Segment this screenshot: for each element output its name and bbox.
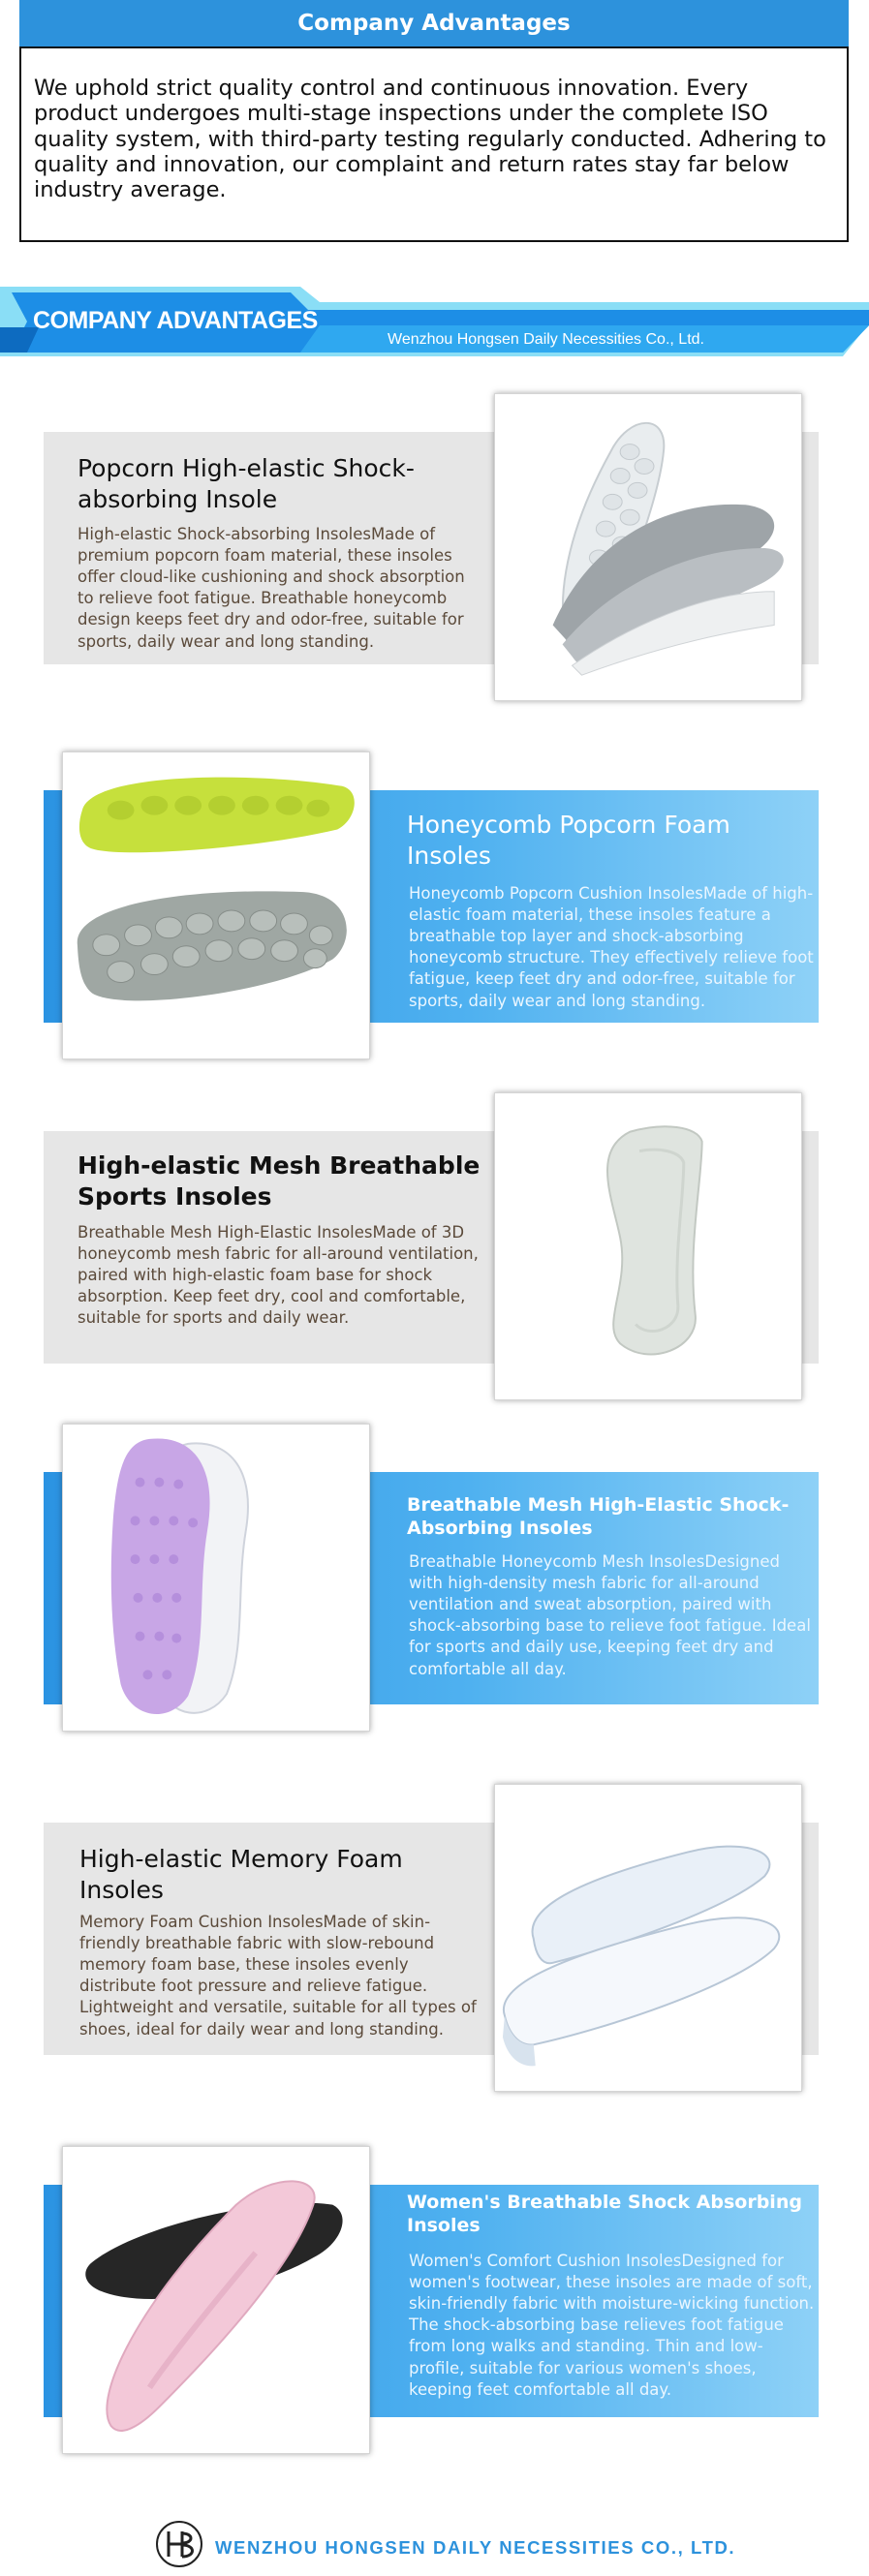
product-title: Women's Breathable Shock Absorbing Insoles <box>407 2192 802 2237</box>
footer-company-name: WENZHOU HONGSEN DAILY NECESSITIES CO., LTD. <box>215 2537 736 2558</box>
mesh-insole-photo-icon <box>63 1425 369 1731</box>
product-description: High-elastic Shock-absorbing InsolesMade of premium popcorn foam material, these insoles offer cloud-like cushioning and shock absorption to relieve foot fatigue. Breathable honeycomb design keeps feet dry and odor-free, suitable for sports, daily wear and long standing. <box>78 525 465 651</box>
product-description: Women's Comfort Cushion InsolesDesigned for women's footwear, these insoles are made of soft, skin-friendly fabric with moisture-wicking function. The shock-absorbing base relieves foot fatigue from long walks and standing. Thin and low-profile, suitable for various women's shoes, keeping feet comfortable all day. <box>409 2252 815 2399</box>
product-description: Breathable Mesh High-Elastic InsolesMade of 3D honeycomb mesh fabric for all-around ventilation, paired with high-elastic foam base for shock absorption. Keep feet dry, cool and comfortable, suitable for sports and daily wear. <box>78 1223 479 1328</box>
product-card <box>0 1424 869 1733</box>
product-description: Memory Foam Cushion InsolesMade of skin-friendly breathable fabric with slow-rebound memory foam base, these insoles evenly distribute foot pressure and relieve fatigue. Lightweight and versatile, suitable for all types of shoes, ideal for daily wear and long standing. <box>79 1913 477 2039</box>
product-image <box>62 751 370 1059</box>
product-description: Breathable Honeycomb Mesh InsolesDesigned with high-density mesh fabric for all-around ventilation and sweat absorption, paired with shock-absorbing base to relieve foot fatigue. Ideal for sports and daily use, keeping feet dry and comfortable all day. <box>409 1552 811 1678</box>
section-title: Company Advantages <box>297 11 571 36</box>
company-logo-icon <box>155 2520 203 2568</box>
banner-title: COMPANY ADVANTAGES <box>33 307 318 334</box>
heel-pad-photo-icon <box>495 1093 801 1399</box>
intro-text: We uphold strict quality control and continuous innovation. Every product undergoes multi-stage inspections under the complete ISO quality system, with third-party testing regularly conducted. Adhering to quality and innovation, our complaint and return rates stay far below industry average. <box>34 76 826 203</box>
product-image <box>494 393 802 701</box>
banner-subtitle: Wenzhou Hongsen Daily Necessities Co., Ltd. <box>388 331 704 348</box>
product-title: Honeycomb Popcorn Foam Insoles <box>407 811 730 870</box>
product-image <box>494 1784 802 2092</box>
product-description: Honeycomb Popcorn Cushion InsolesMade of high-elastic foam material, these insoles feature a breathable top layer and shock-absorbing honeycomb structure. They effectively relieve foot fatigue, keep feet dry and odor-free, suitable for sports, daily wear and long standing. <box>409 884 814 1010</box>
product-title: High-elastic Mesh Breathable Sports Insoles <box>78 1151 481 1211</box>
product-image <box>494 1092 802 1400</box>
product-card <box>0 2146 869 2456</box>
insole-photo-icon <box>495 394 801 700</box>
product-card <box>0 1092 869 1402</box>
product-title: Popcorn High-elastic Shock-absorbing Insole <box>78 454 415 513</box>
footer <box>0 2508 869 2576</box>
product-title: Breathable Mesh High-Elastic Shock-Absorbing Insoles <box>407 1494 790 1540</box>
product-title: High-elastic Memory Foam Insoles <box>79 1845 403 1904</box>
product-card <box>0 393 869 703</box>
insole-photo-icon <box>63 752 369 1058</box>
product-image <box>62 2146 370 2454</box>
company-banner <box>0 287 869 356</box>
womens-insole-photo-icon <box>63 2147 369 2453</box>
memory-foam-insole-photo-icon <box>495 1785 801 2091</box>
product-card <box>0 751 869 1061</box>
product-image <box>62 1424 370 1732</box>
intro-box <box>19 46 849 242</box>
section-header <box>19 0 849 46</box>
product-card <box>0 1784 869 2094</box>
